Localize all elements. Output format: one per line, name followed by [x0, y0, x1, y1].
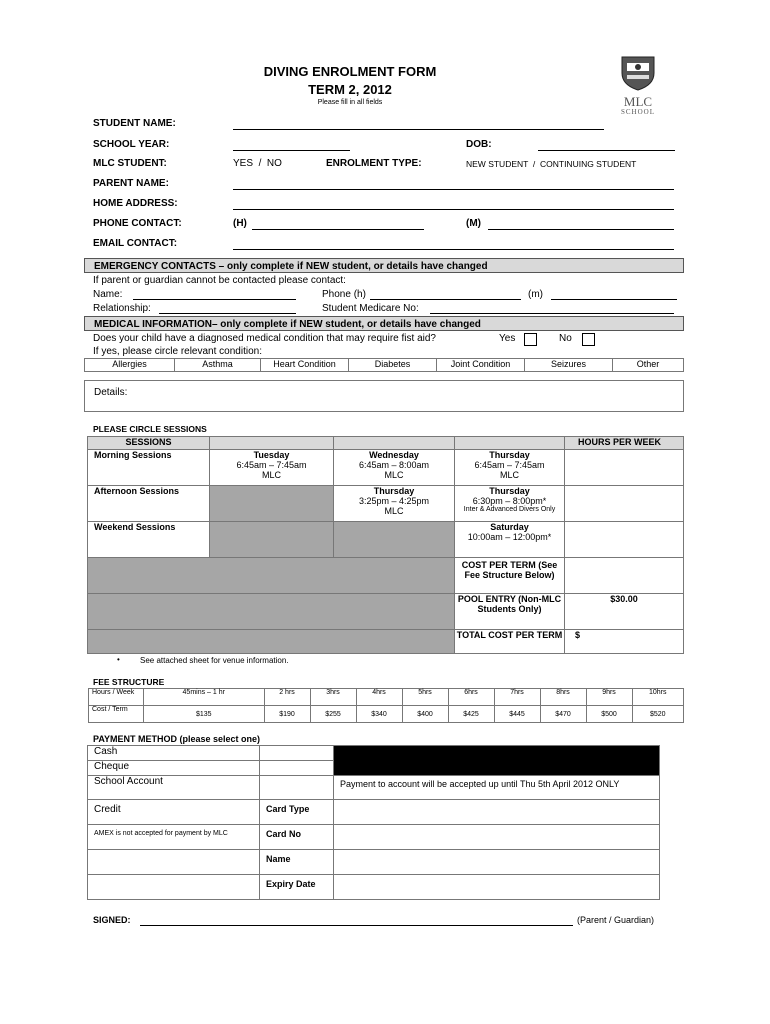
relationship-field[interactable]	[159, 313, 296, 314]
afternoon-thursday-day: Thursday	[489, 486, 530, 496]
home-address-label: HOME ADDRESS:	[93, 198, 178, 209]
fee-hours-cell: 8hrs	[540, 689, 586, 706]
payment-heading: PAYMENT METHOD (please select one)	[93, 734, 261, 744]
signed-label: SIGNED:	[93, 915, 131, 925]
fee-cost-cell: $340	[356, 706, 402, 723]
dob-label: DOB:	[466, 139, 492, 150]
school-year-field[interactable]	[233, 150, 350, 151]
school-logo	[612, 55, 664, 119]
mlc-student-label: MLC STUDENT:	[93, 158, 167, 169]
morning-wednesday-time: 6:45am – 8:00am	[358, 460, 430, 470]
condition-heart[interactable]: Heart Condition	[261, 359, 349, 372]
logo-subtext: SCHOOL	[620, 108, 655, 116]
student-name-label: STUDENT NAME:	[93, 118, 176, 129]
dob-field[interactable]	[538, 150, 675, 151]
school-year-label: SCHOOL YEAR:	[93, 139, 170, 150]
student-name-field[interactable]	[233, 129, 604, 130]
payment-blank-1	[88, 850, 260, 875]
card-type-field[interactable]	[334, 800, 660, 825]
fee-cost-cell: $135	[144, 706, 265, 723]
sessions-table	[87, 436, 684, 654]
fee-hours-row	[89, 689, 684, 706]
expiry-date-field[interactable]	[334, 875, 660, 900]
medical-no-checkbox[interactable]	[582, 333, 595, 346]
afternoon-wednesday-time: 3:25pm – 4:25pm	[358, 496, 430, 506]
fee-cost-cell: $190	[264, 706, 310, 723]
hours-col-header: HOURS PER WEEK	[565, 437, 684, 450]
morning-wednesday-day: Wednesday	[369, 450, 419, 460]
weekend-saturday-day: Saturday	[490, 522, 529, 532]
card-name-label: Name	[260, 850, 334, 875]
fee-hours-cell: 9hrs	[586, 689, 632, 706]
amex-note: AMEX is not accepted for payment by MLC	[88, 825, 260, 850]
payment-blank-2	[88, 875, 260, 900]
total-blank-cell	[88, 630, 455, 654]
fee-cost-row	[89, 706, 684, 723]
email-contact-label: EMAIL CONTACT:	[93, 238, 178, 249]
emergency-phone-m-label: (m)	[528, 289, 543, 300]
payment-blackout	[334, 746, 660, 776]
fee-cost-cell: $400	[402, 706, 448, 723]
relationship-label: Relationship:	[93, 303, 151, 314]
card-type-label: Card Type	[260, 800, 334, 825]
signature-field[interactable]	[140, 925, 573, 926]
fee-hours-cell: 3hrs	[310, 689, 356, 706]
circle-sessions-heading: PLEASE CIRCLE SESSIONS	[93, 424, 207, 434]
card-no-label: Card No	[260, 825, 334, 850]
medical-question: Does your child have a diagnosed medical condition that may require fist aid?	[93, 333, 436, 344]
morning-thursday-day: Thursday	[489, 450, 530, 460]
afternoon-wednesday-venue: MLC	[384, 506, 404, 516]
enrolment-type-label: ENROLMENT TYPE:	[326, 158, 422, 169]
emergency-name-field[interactable]	[133, 299, 296, 300]
email-contact-field[interactable]	[233, 249, 674, 250]
morning-hours-cell[interactable]	[565, 450, 684, 486]
card-no-field[interactable]	[334, 825, 660, 850]
morning-sessions-label: Morning Sessions	[88, 450, 210, 486]
weekend-saturday[interactable]	[455, 522, 565, 558]
afternoon-thursday-note: Inter & Advanced Divers Only	[463, 506, 556, 513]
fee-cost-label: Cost / Term	[89, 706, 144, 723]
total-cost-value[interactable]: $	[565, 630, 684, 654]
fee-hours-cell: 7hrs	[494, 689, 540, 706]
enrolment-type-options[interactable]: NEW STUDENT / CONTINUING STUDENT	[466, 159, 637, 169]
fee-hours-cell: 10hrs	[632, 689, 684, 706]
payment-cheque[interactable]: Cheque	[88, 761, 260, 776]
payment-credit[interactable]: Credit	[88, 800, 260, 825]
details-label: Details:	[94, 387, 128, 398]
payment-school-account[interactable]: School Account	[88, 776, 260, 800]
condition-seizures[interactable]: Seizures	[525, 359, 613, 372]
conditions-table	[84, 358, 684, 372]
cost-per-term-label: COST PER TERM (See Fee Structure Below)	[455, 558, 565, 594]
fee-cost-cell: $445	[494, 706, 540, 723]
fee-cost-cell: $500	[586, 706, 632, 723]
expiry-date-label: Expiry Date	[260, 875, 334, 900]
fee-hours-cell: 6hrs	[448, 689, 494, 706]
fee-cost-cell: $425	[448, 706, 494, 723]
phone-m-field[interactable]	[488, 229, 674, 230]
home-address-field[interactable]	[233, 209, 674, 210]
emergency-phone-m-field[interactable]	[551, 299, 677, 300]
payment-account-note: Payment to account will be accepted up until Thu 5th April 2012 ONLY	[334, 776, 660, 800]
emergency-intro: If parent or guardian cannot be contacted please contact:	[93, 275, 346, 286]
fee-cost-cell: $520	[632, 706, 684, 723]
fee-hours-cell: 5hrs	[402, 689, 448, 706]
venue-note: See attached sheet for venue information.	[140, 656, 289, 665]
condition-joint[interactable]: Joint Condition	[437, 359, 525, 372]
afternoon-wednesday-day: Thursday	[373, 486, 415, 496]
weekend-saturday-time: 10:00am – 12:00pm*	[467, 532, 552, 542]
medicare-label: Student Medicare No:	[322, 303, 419, 314]
condition-allergies[interactable]: Allergies	[85, 359, 175, 372]
parent-guardian-label: (Parent / Guardian)	[577, 915, 655, 925]
total-cost-label: TOTAL COST PER TERM	[455, 630, 565, 654]
pool-entry-label: POOL ENTRY (Non-MLC Students Only)	[455, 594, 565, 630]
fee-structure-table	[88, 688, 684, 723]
payment-cash[interactable]: Cash	[88, 746, 260, 761]
medical-circle-note: If yes, please circle relevant condition:	[93, 346, 262, 357]
fee-cost-cell: $470	[540, 706, 586, 723]
form-subtitle: Please fill in all fields	[317, 99, 383, 106]
payment-table	[87, 745, 660, 900]
morning-wednesday[interactable]	[334, 450, 455, 486]
morning-tuesday-venue: MLC	[261, 470, 281, 480]
parent-name-label: PARENT NAME:	[93, 178, 169, 189]
fee-structure-heading: FEE STRUCTURE	[93, 677, 165, 687]
morning-thursday[interactable]	[455, 450, 565, 486]
pool-blank-cell	[88, 594, 455, 630]
fee-hours-cell: 4hrs	[356, 689, 402, 706]
emergency-phone-h-label: Phone (h)	[322, 289, 366, 300]
phone-m-label: (M)	[466, 218, 481, 229]
venue-bullet-icon: •	[117, 655, 120, 664]
card-name-field[interactable]	[334, 850, 660, 875]
afternoon-hours-cell[interactable]	[565, 486, 684, 522]
weekend-blank-cell-1	[210, 522, 334, 558]
payment-cash-box[interactable]	[260, 746, 334, 761]
condition-other[interactable]: Other	[613, 359, 684, 372]
phone-h-label: (H)	[233, 218, 247, 229]
medicare-field[interactable]	[430, 313, 674, 314]
morning-tuesday-day: Tuesday	[253, 450, 290, 460]
weekend-sessions-label: Weekend Sessions	[88, 522, 210, 558]
medical-yes-label: Yes	[499, 333, 516, 344]
morning-thursday-time: 6:45am – 7:45am	[474, 460, 545, 470]
phone-h-field[interactable]	[252, 229, 424, 230]
medical-yes-checkbox[interactable]	[524, 333, 537, 346]
afternoon-wednesday[interactable]	[334, 486, 455, 522]
medical-no-label: No	[559, 333, 572, 344]
payment-school-account-box[interactable]	[260, 776, 334, 800]
details-box[interactable]	[84, 380, 684, 412]
afternoon-thursday-time: 6:30pm – 8:00pm*	[472, 496, 547, 506]
school-crest-icon	[618, 55, 658, 91]
parent-name-field[interactable]	[233, 189, 674, 190]
afternoon-blank-cell	[210, 486, 334, 522]
payment-cheque-box[interactable]	[260, 761, 334, 776]
morning-tuesday[interactable]	[210, 450, 334, 486]
fee-cost-cell: $255	[310, 706, 356, 723]
mlc-student-options[interactable]: YES / NO	[233, 158, 282, 169]
fee-hours-cell: 2 hrs	[264, 689, 310, 706]
sessions-blank-header-2	[334, 437, 455, 450]
morning-thursday-venue: MLC	[499, 470, 519, 480]
weekend-blank-cell-2	[334, 522, 455, 558]
form-term: TERM 2, 2012	[308, 82, 392, 97]
emergency-phone-h-field[interactable]	[370, 299, 521, 300]
pool-entry-value: $30.00	[565, 594, 684, 630]
morning-wednesday-venue: MLC	[384, 470, 404, 480]
afternoon-sessions-label: Afternoon Sessions	[88, 486, 210, 522]
afternoon-thursday[interactable]	[455, 486, 565, 522]
emergency-heading: EMERGENCY CONTACTS – only complete if NEW student, or details have changed	[84, 258, 684, 273]
condition-diabetes[interactable]: Diabetes	[349, 359, 437, 372]
phone-contact-label: PHONE CONTACT:	[93, 218, 182, 229]
fee-hours-label: Hours / Week	[89, 689, 144, 706]
medical-heading: MEDICAL INFORMATION– only complete if NEW student, or details have changed	[84, 316, 684, 331]
cost-blank-cell	[88, 558, 455, 594]
morning-tuesday-time: 6:45am – 7:45am	[236, 460, 307, 470]
emergency-name-label: Name:	[93, 289, 123, 300]
sessions-blank-header-3	[455, 437, 565, 450]
weekend-hours-cell[interactable]	[565, 522, 684, 558]
cost-per-term-value[interactable]	[565, 558, 684, 594]
form-title: DIVING ENROLMENT FORM	[263, 64, 437, 79]
fee-hours-cell: 45mins – 1 hr	[144, 689, 265, 706]
sessions-blank-header-1	[210, 437, 334, 450]
sessions-col-header: SESSIONS	[88, 437, 210, 450]
condition-asthma[interactable]: Asthma	[175, 359, 261, 372]
logo-text: MLC	[623, 94, 653, 109]
